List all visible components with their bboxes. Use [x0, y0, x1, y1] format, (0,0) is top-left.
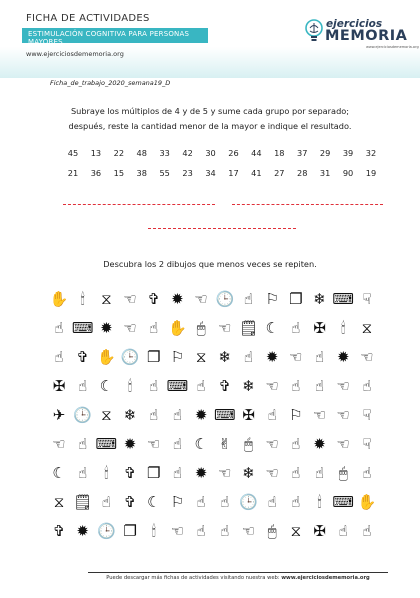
pointing-up-icon: ☝	[291, 434, 301, 453]
pointing-up-icon: ☝	[220, 521, 230, 540]
logo-url: www.ejerciciosdememoria.org	[366, 45, 419, 49]
number-cell: 34	[205, 168, 216, 178]
mouse-icon: 🖱	[243, 434, 253, 453]
number-cell: 30	[205, 148, 216, 158]
pointing-up-icon: ☝	[314, 463, 325, 482]
hourglass-icon: ⧖	[195, 347, 207, 366]
icon-row	[48, 400, 378, 429]
pointing-up-icon: ☝	[362, 463, 372, 482]
pointing-up-icon: ☝	[172, 434, 182, 453]
moon-icon: ☾	[194, 434, 208, 453]
number-row-1	[62, 148, 382, 158]
icon-row	[48, 429, 378, 458]
keyboard-icon: ⌨	[332, 492, 355, 511]
cross-icon: ✞	[123, 463, 137, 482]
hourglass-icon: ⧖	[361, 318, 373, 337]
pointing-up-icon: ☝	[362, 521, 372, 540]
icon-row	[48, 458, 378, 487]
hourglass-icon: ⧖	[101, 405, 112, 424]
pointing-up-icon: ☝	[149, 405, 159, 424]
candle-icon: 🕯	[80, 289, 85, 308]
candle-icon: 🕯	[104, 463, 109, 482]
hourglass-icon: ⧖	[53, 492, 65, 511]
candle-icon: 🕯	[317, 492, 322, 511]
pointing-hand-icon: ☜	[241, 521, 256, 540]
number-cell: 36	[90, 168, 102, 178]
cross-icon: ✞	[218, 376, 232, 395]
clock-icon: 🕒	[73, 405, 93, 424]
pointing-hand-icon: ☜	[360, 347, 374, 366]
pointing-hand-icon: ☜	[336, 376, 350, 395]
number-cell: 15	[113, 168, 125, 178]
sun-icon: ✹	[265, 347, 279, 366]
number-cell: 17	[228, 168, 239, 178]
maltese-cross-icon: ✠	[242, 405, 255, 424]
number-cell: 90	[342, 168, 354, 178]
number-cell: 44	[251, 148, 262, 158]
pointing-up-icon: ☝	[314, 376, 325, 395]
window-icon: ❐	[147, 463, 161, 482]
candle-icon: 🕯	[151, 521, 156, 540]
sun-icon: ✹	[313, 434, 326, 453]
number-cell: 48	[136, 148, 147, 158]
number-cell: 37	[297, 148, 308, 158]
hand-icon: ✋	[97, 347, 116, 366]
snowflake-icon: ❄	[313, 289, 326, 308]
sun-icon: ✹	[194, 405, 208, 424]
keyboard-icon: ⌨	[71, 318, 94, 337]
keyboard-icon: ⌨	[95, 434, 118, 453]
icon-row	[48, 342, 378, 371]
exercise2-instruction: Descubra los 2 dibujos que menos veces se repiten.	[103, 259, 317, 269]
clock-icon: 🕒	[120, 347, 140, 366]
pointing-up-icon: ☝	[196, 521, 206, 540]
hourglass-icon: ⧖	[290, 521, 302, 540]
number-cell: 23	[182, 168, 193, 178]
pointing-hand-icon: ☜	[265, 463, 279, 482]
cross-icon: ✞	[147, 289, 161, 308]
pointing-up-icon: ☝	[338, 521, 348, 540]
logo-text-top: ejercicios	[326, 18, 383, 30]
flag-icon: ⚐	[289, 405, 303, 424]
pointing-up-icon: ☝	[243, 347, 254, 366]
pointing-down-icon: ☟	[362, 405, 372, 424]
clock-icon: 🕒	[97, 521, 116, 540]
footer	[88, 575, 388, 581]
window-icon: ❐	[123, 521, 137, 540]
icon-row	[48, 516, 378, 545]
keyboard-icon: ⌨	[166, 376, 189, 395]
number-cell: 41	[251, 168, 262, 178]
pointing-up-icon: ☝	[267, 405, 277, 424]
hand-icon: ✋	[49, 289, 69, 308]
pointing-up-icon: ☝	[78, 376, 88, 395]
footer-text: Puede descargar más fichas de actividades visitando nuestra web:	[106, 575, 282, 581]
answer-line-3	[148, 228, 296, 229]
number-cell: 13	[90, 148, 102, 158]
mouse-icon: 🖱	[267, 521, 277, 540]
pointing-up-icon: ☝	[149, 318, 159, 337]
maltese-cross-icon: ✠	[52, 376, 66, 395]
header-band-label: ESTIMULACIÓN COGNITIVA PARA PERSONAS MAYORES	[28, 30, 190, 46]
number-cell: 38	[136, 168, 147, 178]
clock-icon: 🕒	[239, 492, 258, 511]
window-icon: ❐	[289, 289, 303, 308]
pointing-up-icon: ☝	[291, 492, 301, 511]
flag-icon: ⚐	[265, 289, 279, 308]
number-cell: 45	[67, 148, 79, 158]
moon-icon: ☾	[265, 318, 279, 337]
snowflake-icon: ❄	[242, 376, 255, 395]
pointing-hand-icon: ☜	[218, 318, 232, 337]
pointing-hand-icon: ☜	[170, 521, 185, 540]
pointing-up-icon: ☝	[172, 405, 182, 424]
pointing-up-icon: ☝	[291, 463, 301, 482]
moon-icon: ☾	[52, 463, 66, 482]
header-url[interactable]: www.ejerciciosdememoria.org	[26, 50, 124, 58]
maltese-cross-icon: ✠	[313, 318, 326, 337]
page-header	[0, 0, 420, 78]
pointing-hand-icon: ☜	[147, 434, 161, 453]
pointing-up-icon: ☝	[362, 376, 372, 395]
footer-url[interactable]: www.ejerciciosdememoria.org	[281, 575, 370, 581]
flag-icon: ⚐	[170, 492, 185, 511]
moon-icon: ☾	[99, 376, 114, 395]
icon-row	[48, 371, 378, 400]
pointing-hand-icon: ☜	[336, 405, 350, 424]
pointing-hand-icon: ☜	[123, 289, 137, 308]
flag-icon: ⚐	[170, 347, 185, 366]
airplane-icon: ✈	[52, 405, 66, 424]
icon-row	[48, 313, 378, 342]
pointing-up-icon: ☝	[220, 492, 230, 511]
number-cell: 32	[365, 148, 377, 158]
maltese-cross-icon: ✠	[313, 521, 326, 540]
pointing-up-icon: ☝	[267, 492, 277, 511]
logo-text-main: MEMORIA	[325, 28, 408, 44]
brain-lightbulb-icon	[304, 19, 324, 43]
pointing-hand-icon: ☜	[312, 405, 327, 424]
sun-icon: ✹	[194, 463, 208, 482]
number-cell: 28	[297, 168, 308, 178]
pointing-up-icon: ☝	[78, 463, 88, 482]
mouse-icon: 🖱	[338, 463, 348, 482]
sun-icon: ✹	[171, 289, 184, 308]
number-cell: 27	[274, 168, 285, 178]
sun-icon: ✹	[76, 521, 89, 540]
pointing-up-icon: ☝	[243, 289, 254, 308]
sun-icon: ✹	[336, 347, 350, 366]
icon-row	[48, 284, 378, 313]
sun-icon: ✹	[100, 318, 113, 337]
number-cell: 29	[319, 148, 331, 158]
number-cell: 22	[113, 148, 125, 158]
cross-icon: ✞	[76, 347, 89, 366]
pointing-down-icon: ☟	[362, 289, 372, 308]
hourglass-icon: ⧖	[101, 289, 112, 308]
icon-row	[48, 487, 378, 516]
candle-icon: 🕯	[341, 318, 346, 337]
document-icon: 🗒	[73, 492, 93, 511]
pointing-hand-icon: ☜	[52, 434, 66, 453]
pointing-hand-icon: ☜	[265, 376, 279, 395]
pointing-up-icon: ☝	[149, 376, 159, 395]
header-title: FICHA DE ACTIVIDADES	[26, 13, 150, 24]
number-cell: 26	[228, 148, 239, 158]
pointing-hand-icon: ☜	[336, 434, 350, 453]
number-cell: 33	[159, 148, 170, 158]
pointing-hand-icon: ☜	[218, 463, 232, 482]
brand-logo	[298, 16, 419, 49]
exercise1-line2: después, reste la cantidad menor de la mayor e indique el resultado.	[68, 121, 352, 131]
pointing-up-icon: ☝	[78, 434, 88, 453]
exercise1-line1: Subraye los múltiplos de 4 y de 5 y sume cada grupo por separado;	[70, 106, 350, 116]
answer-line-2	[232, 204, 383, 205]
moon-icon: ☾	[147, 492, 161, 511]
pointing-up-icon: ☝	[172, 463, 182, 482]
sun-icon: ✹	[123, 434, 137, 453]
footer-divider	[88, 572, 388, 573]
pointing-up-icon: ☝	[196, 492, 206, 511]
snowflake-icon: ❄	[218, 347, 232, 366]
snowflake-icon: ❄	[123, 405, 137, 424]
snowflake-icon: ❄	[242, 463, 255, 482]
keyboard-icon: ⌨	[332, 289, 355, 308]
pointing-up-icon: ☝	[291, 376, 301, 395]
hand-icon: ✋	[168, 318, 187, 337]
pointing-hand-icon: ☜	[289, 347, 303, 366]
cross-icon: ✞	[52, 521, 66, 540]
pointing-down-icon: ☟	[362, 434, 372, 453]
pointing-hand-icon: ☜	[194, 289, 208, 308]
mouse-icon: 🖱	[196, 318, 206, 337]
pointing-hand-icon: ☜	[123, 318, 137, 337]
sheet-id: Ficha_de_trabajo_2020_semana19_D	[50, 79, 171, 87]
hand-icon: ✋	[357, 492, 377, 511]
pointing-up-icon: ☝	[196, 376, 206, 395]
number-cell: 31	[319, 168, 331, 178]
number-cell: 19	[365, 168, 377, 178]
number-cell: 39	[342, 148, 354, 158]
pointing-up-icon: ☝	[101, 492, 111, 511]
pointing-up-icon: ☝	[314, 347, 325, 366]
pointing-hand-icon: ☜	[265, 434, 279, 453]
header-band	[22, 28, 208, 46]
answer-line-1	[63, 204, 215, 205]
number-cell: 55	[159, 168, 170, 178]
number-row-2	[62, 168, 382, 178]
pointing-up-icon: ☝	[54, 318, 64, 337]
icon-grid	[48, 284, 378, 545]
window-icon: ❐	[147, 347, 161, 366]
clock-icon: 🕒	[215, 289, 235, 308]
victory-hand-icon: ✌	[218, 434, 232, 453]
number-cell: 21	[67, 168, 79, 178]
number-cell: 18	[274, 148, 285, 158]
keyboard-icon: ⌨	[213, 405, 236, 424]
exercise1-instruction	[0, 104, 420, 134]
candle-icon: 🕯	[127, 376, 133, 395]
cross-icon: ✞	[123, 492, 137, 511]
pointing-up-icon: ☝	[54, 347, 64, 366]
document-icon: 🗒	[238, 318, 259, 337]
pointing-up-icon: ☝	[291, 318, 301, 337]
number-cell: 42	[182, 148, 193, 158]
